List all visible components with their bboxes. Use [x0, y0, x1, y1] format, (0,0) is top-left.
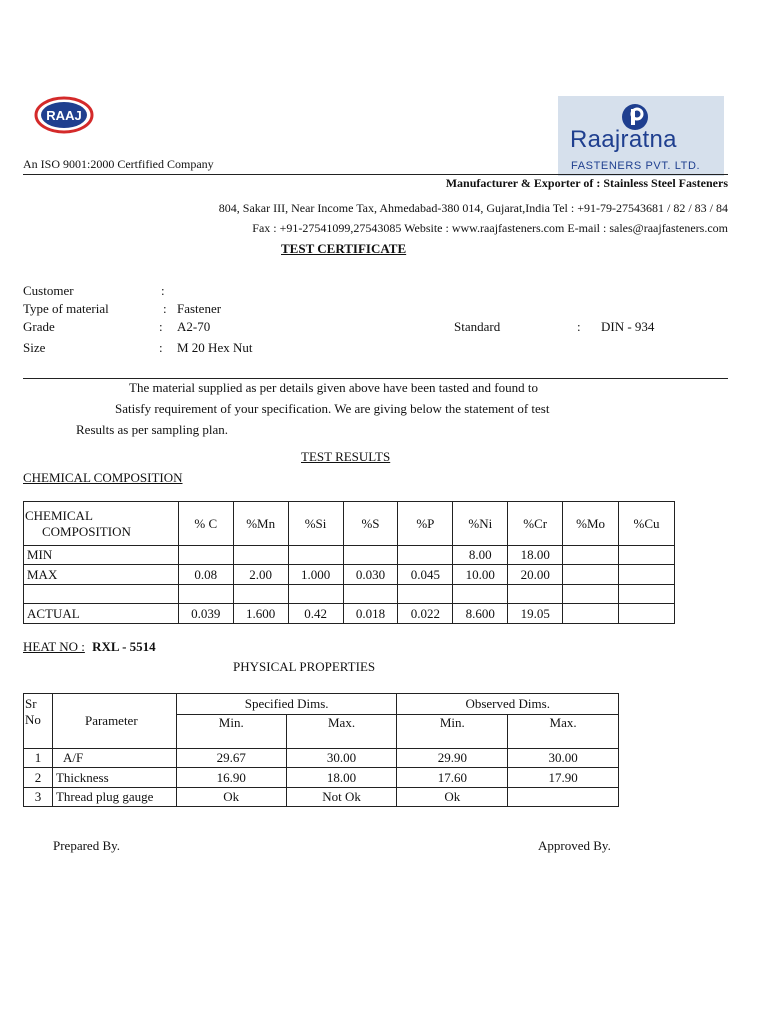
customer-sep: : — [161, 283, 165, 298]
heat-number — [23, 639, 156, 655]
table-cell — [398, 546, 453, 565]
table-cell: 17.90 — [508, 768, 619, 788]
element-header: %Mn — [233, 502, 288, 546]
table-cell — [563, 604, 619, 624]
table-cell: Ok — [176, 788, 286, 807]
grade-sep: : — [159, 319, 163, 334]
table-row — [24, 565, 675, 585]
table-cell: 29.67 — [176, 749, 286, 768]
table-row — [24, 788, 619, 807]
sr-cell: 2 — [24, 768, 53, 788]
table-cell — [563, 546, 619, 565]
table-cell: 8.600 — [453, 604, 508, 624]
table-cell — [178, 585, 233, 604]
statement-line-3: Results as per sampling plan. — [76, 422, 229, 437]
size-sep: : — [159, 340, 163, 355]
raaj-logo-text: RAAJ — [46, 108, 82, 123]
row-label — [24, 585, 179, 604]
max-header: Max. — [286, 715, 397, 749]
table-cell — [343, 585, 398, 604]
row-label: MIN — [24, 546, 179, 565]
chemical-header-cell — [24, 502, 179, 546]
table-cell — [233, 546, 288, 565]
raajratna-logo — [558, 96, 724, 176]
physical-table — [23, 693, 619, 807]
chemical-header-row — [24, 502, 675, 546]
table-cell: 1.000 — [288, 565, 343, 585]
observed-header: Observed Dims. — [397, 694, 619, 715]
table-cell: 0.42 — [288, 604, 343, 624]
table-row — [24, 768, 619, 788]
table-cell: 29.90 — [397, 749, 508, 768]
contact-line: Fax : +91-27541099,27543085 Website : www.raajfasteners.com E-mail : sales@raajfasteners.com — [252, 221, 728, 235]
table-cell — [178, 546, 233, 565]
param-cell: Thread plug gauge — [52, 788, 176, 807]
min-header: Min. — [397, 715, 508, 749]
table-cell — [508, 788, 619, 807]
statement-line-1: The material supplied as per details given above have been tasted and found to — [129, 380, 538, 395]
table-cell: 30.00 — [508, 749, 619, 768]
table-row — [24, 749, 619, 768]
table-row — [24, 604, 675, 624]
table-cell: Not Ok — [286, 788, 397, 807]
table-cell: 18.00 — [508, 546, 563, 565]
sr-header — [24, 694, 53, 749]
chemical-table — [23, 501, 675, 624]
statement-line-2: Satisfy requirement of your specification. We are giving below the statement of test — [115, 401, 550, 416]
heat-label: HEAT NO : — [23, 639, 85, 654]
sr-cell: 1 — [24, 749, 53, 768]
standard-value: DIN - 934 — [601, 319, 655, 334]
table-cell — [288, 585, 343, 604]
table-cell — [343, 546, 398, 565]
max-header: Max. — [508, 715, 619, 749]
table-cell: 0.030 — [343, 565, 398, 585]
table-cell: 10.00 — [453, 565, 508, 585]
table-row — [24, 585, 675, 604]
physical-title: PHYSICAL PROPERTIES — [233, 659, 376, 674]
row-label: MAX — [24, 565, 179, 585]
raaj-logo — [34, 96, 94, 134]
table-cell: 1.600 — [233, 604, 288, 624]
table-cell: 0.018 — [343, 604, 398, 624]
details-divider — [23, 378, 728, 379]
standard-label: Standard — [454, 319, 501, 334]
element-header: %P — [398, 502, 453, 546]
table-cell — [619, 565, 675, 585]
size-value: M 20 Hex Nut — [177, 340, 253, 355]
grade-label: Grade — [23, 319, 55, 334]
size-label: Size — [23, 340, 46, 355]
manufacturer-line: Manufacturer & Exporter of : Stainless Steel Fasteners — [445, 176, 728, 190]
heat-value: RXL - 5514 — [92, 639, 156, 654]
table-cell — [619, 604, 675, 624]
element-header: %Cu — [619, 502, 675, 546]
approved-by: Approved By. — [538, 838, 611, 853]
table-cell — [619, 546, 675, 565]
prepared-by: Prepared By. — [53, 838, 121, 853]
table-cell: 0.08 — [178, 565, 233, 585]
table-cell — [453, 585, 508, 604]
material-label: Type of material — [23, 301, 109, 316]
grade-value: A2-70 — [177, 319, 211, 334]
param-cell: Thickness — [52, 768, 176, 788]
specified-header: Specified Dims. — [176, 694, 397, 715]
table-cell: 0.022 — [398, 604, 453, 624]
element-header: % C — [178, 502, 233, 546]
table-cell: 0.039 — [178, 604, 233, 624]
table-cell: 8.00 — [453, 546, 508, 565]
test-results-title: TEST RESULTS — [301, 449, 391, 464]
iso-line: An ISO 9001:2000 Certfified Company — [23, 157, 214, 171]
element-header: %Cr — [508, 502, 563, 546]
table-cell — [563, 585, 619, 604]
table-row — [24, 546, 675, 565]
table-cell: 0.045 — [398, 565, 453, 585]
address-line: 804, Sakar III, Near Income Tax, Ahmedabad-380 014, Gujarat,India Tel : +91-79-27543681 / 82 / 83 / 84 — [218, 201, 728, 215]
table-cell — [233, 585, 288, 604]
param-cell: A/F — [52, 749, 176, 768]
table-cell — [619, 585, 675, 604]
table-cell: 19.05 — [508, 604, 563, 624]
table-cell: 16.90 — [176, 768, 286, 788]
raajratna-subtitle: FASTENERS PVT. LTD. — [571, 160, 701, 172]
standard-sep: : — [577, 319, 581, 334]
table-cell: 2.00 — [233, 565, 288, 585]
chemical-header-line1: CHEMICAL — [25, 507, 93, 523]
customer-label: Customer — [23, 283, 74, 298]
header-divider — [23, 174, 728, 175]
table-cell: 17.60 — [397, 768, 508, 788]
table-cell: Ok — [397, 788, 508, 807]
sr-header-line1: Sr — [25, 696, 37, 711]
table-cell — [288, 546, 343, 565]
element-header: %Si — [288, 502, 343, 546]
row-label: ACTUAL — [24, 604, 179, 624]
sr-cell: 3 — [24, 788, 53, 807]
chemical-header-line2: COMPOSITION — [42, 523, 131, 539]
chemical-section-title: CHEMICAL COMPOSITION — [23, 470, 183, 485]
material-value: Fastener — [177, 301, 222, 316]
table-cell: 20.00 — [508, 565, 563, 585]
table-cell: 18.00 — [286, 768, 397, 788]
table-cell: 30.00 — [286, 749, 397, 768]
table-cell — [398, 585, 453, 604]
sr-header-line2: No — [25, 712, 41, 727]
element-header: %Ni — [453, 502, 508, 546]
min-header: Min. — [176, 715, 286, 749]
element-header: %S — [343, 502, 398, 546]
table-cell — [508, 585, 563, 604]
parameter-header: Parameter — [52, 694, 176, 749]
raajratna-brand: Raajratna — [570, 126, 677, 153]
material-sep: : — [163, 301, 167, 316]
element-header: %Mo — [563, 502, 619, 546]
physical-header-row — [24, 694, 619, 715]
table-cell — [563, 565, 619, 585]
certificate-title: TEST CERTIFICATE — [281, 241, 407, 256]
